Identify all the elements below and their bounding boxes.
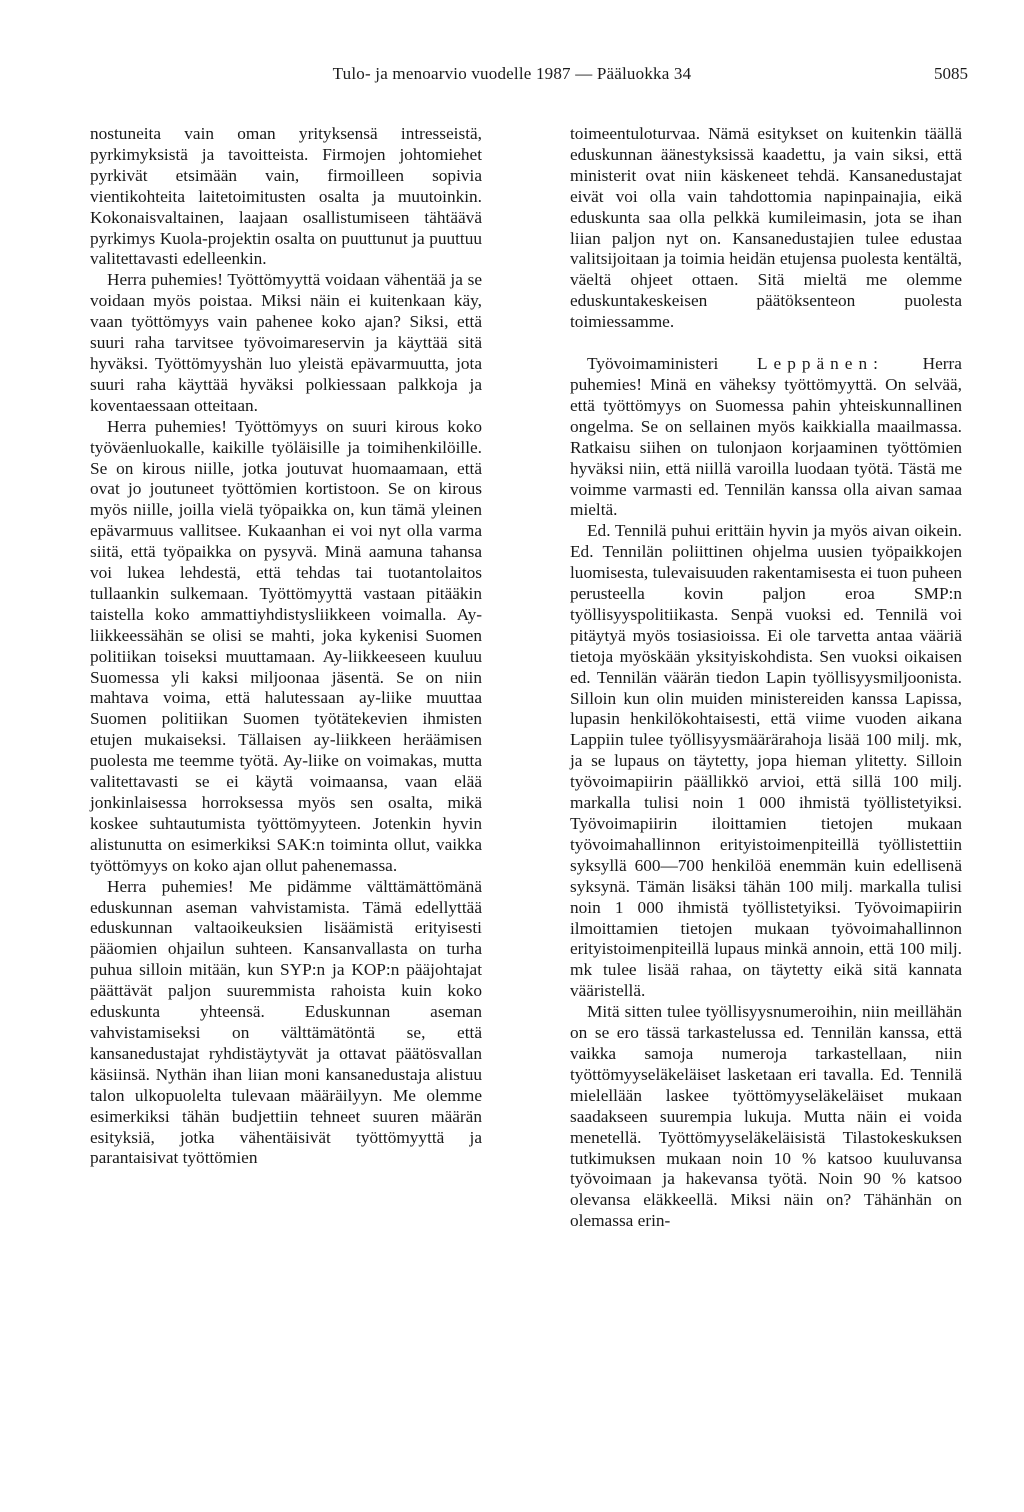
paragraph: toimeentuloturvaa. Nämä esitykset on kuitenkin täällä eduskunnan äänestyksissä kaadettu, ja vain siksi, että ministerit ovat niin käskeneet tehdä. Kansanedustajat eivät voi olla vain tahdottomia napinpainajia, eikä eduskunta saa olla pelkkä kumileimasin, jota se ihan liian paljon nyt on. Kansanedustajien tulee edustaa valitsijoitaan ja toimia heidän etujensa puolesta kentältä, väeltä ohjeet ottaen. Sitä mieltä me olemme eduskuntakeskeisen päätöksenteon puolesta toimiessamme. [570,124,962,332]
speaker-opening: Herra puhemies! Minä en väheksy työttömyyttä. On selvää, että työttömyys on Suomessa pahin yhteiskunnallinen ongelma. Se on sellainen myös kaikkialla maailmassa. Ratkaisu siihen on tulonjaon korjaaminen työttömien hyväksi niin, että niillä varoilla luodaan työtä. Tästä me voimme varmasti ed. Tennilän kanssa olla aivan samaa mieltä. [570,354,962,520]
paragraph: Herra puhemies! Me pidämme välttämättömänä eduskunnan aseman vahvistamista. Tämä edellyttää eduskunnan valtaoikeuksien lisäämistä erityisesti pääomien ohjailun suhteen. Kansanvallasta on turha puhua silloin mitään, kun SYP:n ja KOP:n pääjohtajat päättävät paljon suuremmista rahoista kuin koko eduskunta yhteensä. Eduskunnan aseman vahvistamiseksi on välttämätöntä se, että kansanedustajat ryhdistäytyvät ja ottavat päätösvallan käsiinsä. Nythän ihan liian moni kansanedustaja alistuu talon ulkopuolelta tulevaan määräilyyn. Me olemme esimerkiksi tähän budjettiin tehneet suuren määrän esityksiä, jotka vähentäisivät työttömyyttä ja parantaisivat työttömien [90,876,482,1168]
paragraph: nostuneita vain oman yrityksensä intresseistä, pyrkimyksistä ja tavoitteista. Firmojen johtomiehet pyrkivät etsimään vain, firmoilleen sopivia vientikohteita laitetoimitusten osalta ja muutoinkin. Kokonaisvaltainen, laajaan osallistumiseen tähtäävä pyrkimys Kuola-projektin osalta on puuttunut ja puuttuu valitettavasti edelleenkin. [90,124,482,269]
paragraph: Mitä sitten tulee työllisyysnumeroihin, niin meillähän on se ero tässä tarkastelussa ed. Tennilän kanssa, että vaikka samoja numeroja tarkastellaan, niin työttömyyseläkeläiset lasketaan eri tavalla. Ed. Tennilä mielellään laskee työttömyyseläkeläiset mukaan saadakseen suurempia lukuja. Mutta näin ei voida menetellä. Työttömyyseläkeläisistä Tilastokeskuksen tutkimuksen mukaan noin 10 % katsoo kuuluvansa työvoimaan ja hakevansa työtä. Noin 90 % katsoo olevansa eläkkeellä. Miksi näin on? Tähänhän on olemassa erin- [570,1002,962,1231]
page-number: 5085 [934,64,968,83]
speaker-title: Työvoimaministeri [587,354,719,374]
paragraph: Ed. Tennilä puhui erittäin hyvin ja myös aivan oikein. Ed. Tennilän poliittinen ohjelma uusien työpaikkojen luomisesta, tulevaisuuden rakentamisesta ei tuon puheen perusteella kovin paljon eroa SMP:n työllisyyspolitiikasta. Senpä vuoksi ed. Tennilä voi pitäytyä myös tosiasioissa. Ei ole tarvetta antaa vääriä tietoja myöskään yksityiskohdista. Sen vuoksi oikaisen ed. Tennilän väärän tiedon Lapin työllisyysmiljoonista. Silloin kun olin muiden ministereiden kanssa Lapissa, lupasin henkilökohtaisesti, että viime vuoden aikana Lappiin tulee työllisyysmäärärahoja lisää 100 milj. mk, ja se lupaus on täytetty, jopa hieman ylitetty. Silloin työvoimapiirin päällikkö arvioi, että sillä 100 milj. markalla tulisi noin 1 000 ihmistä työllistetyiksi. Työvoimapiirin iloittamien tietojen mukaan työvoimahallinnon erityistoimenpiteillä työllistettiin syksyllä 600—700 henkilöä enemmän kuin edellisenä syksynä. Tämän lisäksi tähän 100 milj. markalla tulisi noin 1 000 ihmistä työllistetyiksi. Työvoimapiirin ilmoittamien tietojen mukaan työvoimahallinnon erityistoimenpiteillä lupaus minkä annoin, että 100 milj. mk tulee lisää rahaa, on täytetty eikä sitä kannata vääristellä. [570,521,962,1001]
paragraph: Herra puhemies! Työttömyyttä voidaan vähentää ja se voidaan myös poistaa. Miksi näin ei kuitenkaan käy, vaan työttömyys vain pahenee koko ajan? Siksi, että suuri raha tarvitsee työvoimareservin ja käyttää sitä hyväksi. Työttömyyshän luo yleistä epävarmuutta, jota suuri raha käyttää hyväksi polkiessaan palkkoja ja koventaessaan otteitaan. [90,270,482,415]
running-title: Tulo- ja menoarvio vuodelle 1987 — Pääluokka 34 [332,64,692,83]
paragraph: Herra puhemies! Työttömyys on suuri kirous koko työväenluokalle, kaikille työläisille ja toimihenkilöille. Se on kirous niille, jotka joutuvat huomaamaan, että ovat jo joutuneet työttömien kortistoon. Se on kirous myös niille, joilla vielä työpaikka on, kun tämä yleinen epävarmuus vallitsee. Kukaanhan ei voi nyt olla varma siitä, että työpaikka on pysyvä. Minä aamuna tahansa voi lukea lehdestä, että tehdas tai tuotantolaitos tullaankin sulkemaan. Työttömyyttä vastaan pitääkin taistella koko ammattiyhdistysliikkeen voimalla. Ay-liikkeessähän se olisi se mahti, joka kykenisi Suomen politiikan toiseksi muuttamaan. Ay-liikkeeseen kuuluu Suomessa yli kaksi miljoonaa jäsentä. Se on niin mahtava voima, että halutessaan ay-liike muuttaa Suomen politiikan Suomen työtätekevien ihmisten etujen mukaiseksi. Tällaisen ay-liikkeen heräämisen puolesta me teemme työtä. Ay-liike on voimakas, mutta valitettavasti se ei käytä voimaansa, vaan elää jonkinlaisessa horroksessa myös sen osalta, mikä koskee suhtautumista työttömyyteen. Jotenkin hyvin alistunutta on esimerkiksi SAK:n toiminta ollut, vaikka työttömyys on koko ajan ollut pahenemassa. [90,416,482,875]
speaker-name: Leppänen: [756,354,884,374]
right-column [570,124,962,1232]
speaker-paragraph [570,354,962,521]
left-column [90,124,482,1169]
